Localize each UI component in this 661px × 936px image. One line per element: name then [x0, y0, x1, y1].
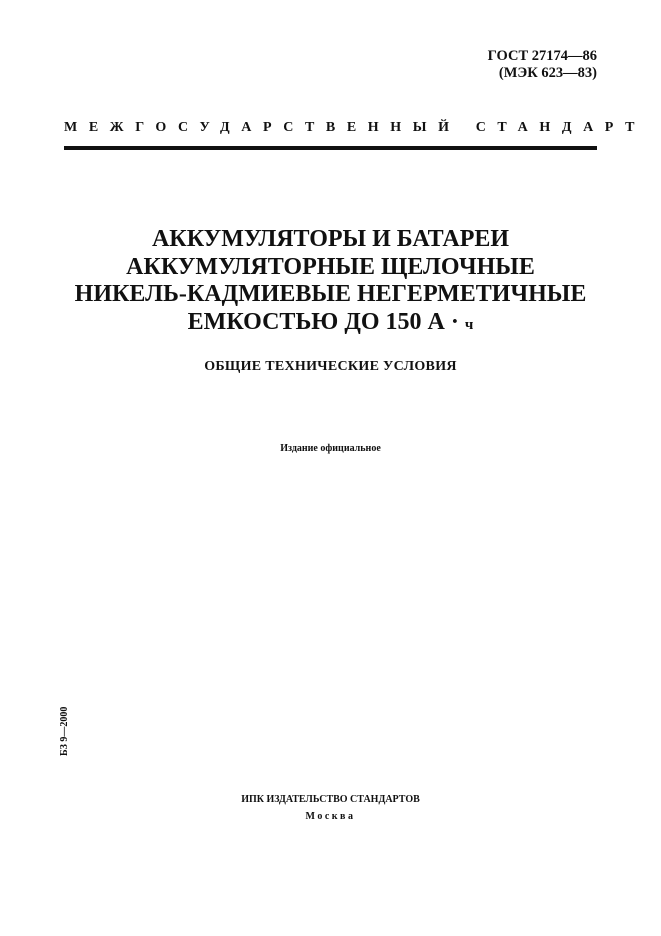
interstate-standard-banner: МЕЖГОСУДАРСТВЕННЫЙ СТАНДАРТ: [64, 120, 647, 135]
publisher-city: Москва: [305, 811, 356, 822]
title-unit: ч: [464, 316, 474, 333]
title-line-4: [0, 309, 661, 340]
header-rule: [64, 146, 597, 150]
title-line-3: НИКЕЛЬ-КАДМИЕВЫЕ НЕГЕРМЕТИЧНЫЕ: [74, 281, 587, 307]
gost-number: ГОСТ 27174—86: [487, 48, 597, 64]
edition-note: Издание официальное: [280, 443, 381, 454]
title-line-1: АККУМУЛЯТОРЫ И БАТАРЕИ: [151, 226, 510, 252]
publisher-name: ИПК ИЗДАТЕЛЬСТВО СТАНДАРТОВ: [241, 794, 420, 805]
document-subtitle: ОБЩИЕ ТЕХНИЧЕСКИЕ УСЛОВИЯ: [204, 359, 457, 374]
iec-number: (МЭК 623—83): [498, 65, 597, 81]
title-line-4-text: ЕМКОСТЬЮ ДО 150 А: [187, 308, 445, 335]
title-line-2: АККУМУЛЯТОРНЫЕ ЩЕЛОЧНЫЕ: [126, 253, 535, 280]
document-title: [0, 226, 661, 339]
middle-dot-separator: ·: [444, 308, 465, 335]
side-code: БЗ 9—2000: [59, 706, 70, 756]
document-designation: [488, 48, 597, 82]
